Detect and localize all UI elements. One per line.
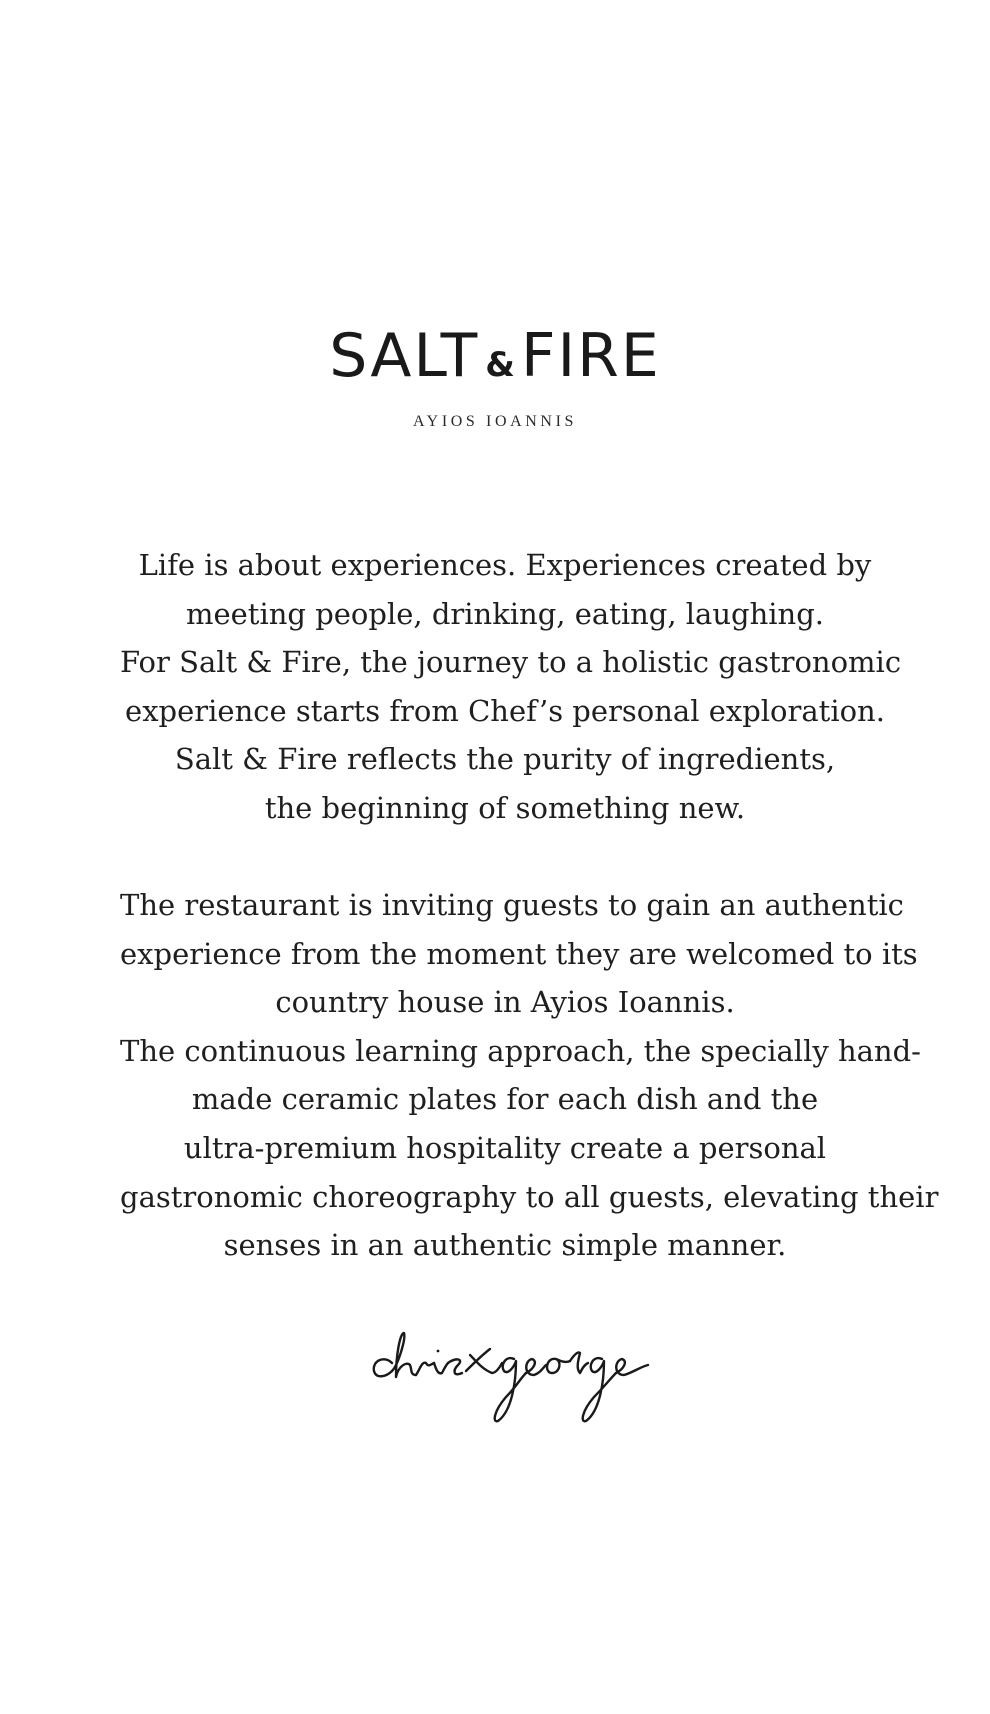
text-line: meeting people, drinking, eating, laughing. — [185, 596, 824, 631]
intro-paragraph — [120, 541, 902, 833]
restaurant-paragraph — [120, 881, 939, 1270]
logo-word-fire: FIRE — [520, 321, 661, 391]
text-line: Life is about experiences. Experiences created by — [138, 548, 872, 582]
text-line: For Salt & Fire, the journey to a holistic gastronomic — [120, 645, 902, 680]
text-line: gastronomic choreography to all guests, elevating their — [120, 1179, 939, 1214]
text-line: experience starts from Chef’s personal exploration. — [125, 693, 885, 728]
text-line: the beginning of something new. — [264, 790, 746, 825]
location-subtitle: AYIOS IOANNIS — [413, 413, 577, 430]
text-line: country house in Ayios Ioannis. — [275, 985, 735, 1020]
brand-logo — [0, 321, 990, 391]
text-line: The restaurant is inviting guests to gain an authentic — [120, 888, 904, 922]
logo-word-salt: SALT — [329, 321, 480, 391]
text-line: Salt & Fire reflects the purity of ingredients, — [174, 742, 836, 777]
logo-ampersand: & — [485, 345, 515, 385]
text-line: made ceramic plates for each dish and the — [191, 1082, 819, 1117]
text-line: experience from the moment they are welcomed to its — [120, 936, 918, 971]
text-line: ultra-premium hospitality create a personal — [183, 1130, 827, 1165]
text-line: The continuous learning approach, the specially hand- — [120, 1033, 921, 1068]
text-line: senses in an authentic simple manner. — [223, 1228, 787, 1263]
handwritten-signature — [370, 1325, 670, 1435]
